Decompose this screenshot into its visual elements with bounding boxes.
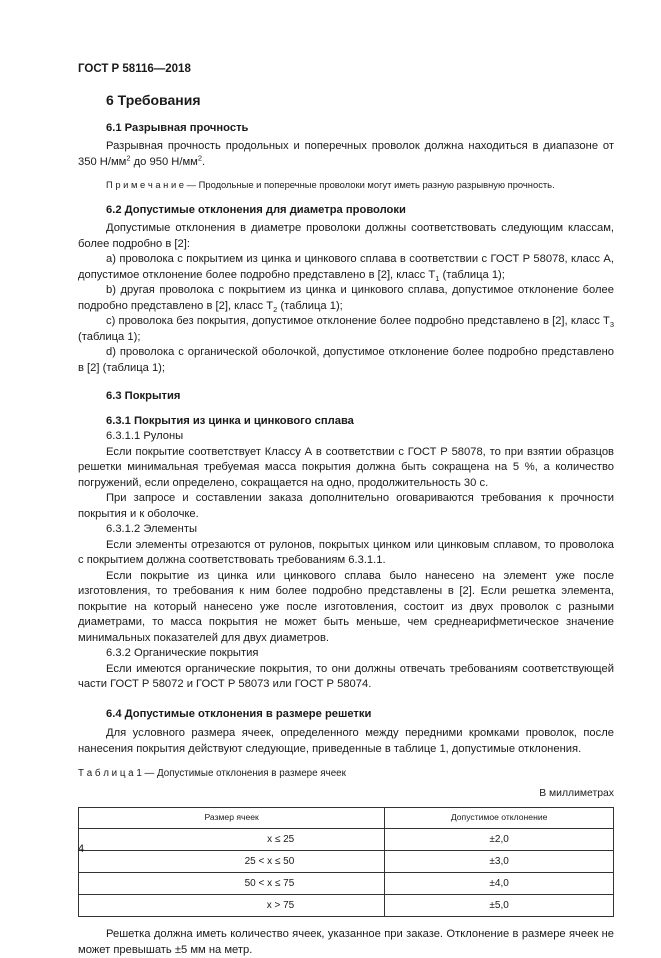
section-6-3-1-title: 6.3.1 Покрытия из цинка и цинкового сплава [106,414,354,427]
table-units: В миллиметрах [539,787,614,799]
section-6-4-p1: Для условного размера ячеек, определенного между передними кромками проволок, после нанесения покрытия действуют следующие, приведенные в таблице 1, допустимые отклонения. [78,727,614,755]
list-item-d: d) проволока с органической оболочкой, допустимое отклонение более подробно представлено в [2] (таблица 1); [78,346,614,374]
table-row [79,829,614,851]
table-cell-mesh-size: x ≤ 25 [79,829,385,851]
table-row [79,895,614,917]
section-6-1-title: 6.1 Разрывная прочность [106,121,249,134]
list-item-a: a) проволока с покрытием из цинка и цинкового сплава в соответствии с ГОСТ Р 58078, класс А, допустимое отклонение более подробно представлено в [2], класс $Т_1$ (таблица 1); [78,253,614,283]
table-label: Т а б л и ц а [78,768,134,779]
column-header-mesh-size: Размер ячеек [79,808,385,829]
note-text: — Продольные и поперечные проволоки могут иметь разную разрывную прочность. [184,179,555,190]
section-6-3-1-2-p2: Если покрытие из цинка или цинкового сплава было нанесено на элемент уже после изготовления, то требования к ним более подробно представлены в [2]. Если решетка элемента, покрытие на который нанесено уже после изготовления, состоит из двух проволок с разными диаметрами, то масса покрытия не может быть меньше, чем среднеарифметическое значение минимальных показателей для двух диаметров. [78,569,614,644]
section-6-3-1-1-p2: При запросе и составлении заказа дополнительно оговариваются требования к прочности покрытия и к оболочке. [78,492,614,520]
section-6-3-1-1-p1: Если покрытие соответствует Классу А в соответствии с ГОСТ Р 58078, то при взятии образцов решетки минимальная требуемая масса покрытия должна быть сокращена на 5 %, а количество погружений, если определено, сокращается на одно, продолжительность 30 с. [78,445,614,489]
page-content [78,88,614,958]
section-6-1-text: Разрывная прочность продольных и поперечных проволок должна находиться в диапазоне от 350 $Н/мм^2$ до 950 $Н/мм^2$. [78,140,614,168]
section-6-3-1-2-p1: Если элементы отрезаются от рулонов, покрытых цинком или цинковым сплавом, то проволока с покрытием должна соответствовать требованиям 6.3.1.1. [78,538,614,566]
table-cell-mesh-size: x > 75 [79,895,385,917]
table-row [79,851,614,873]
section-6-3-1-2-title: 6.3.1.2 Элементы [106,523,197,535]
table-cell-tolerance: ±2,0 [385,829,614,851]
list-item-b: b) другая проволока с покрытием из цинка и цинкового сплава, допустимое отклонение более подробно представлено в [2], класс $Т_2$ (таблица 1); [78,284,614,314]
table-caption: Т а б л и ц а 1 — Допустимые отклонения в размере ячеек [78,768,346,779]
note [78,177,614,193]
table-cell-mesh-size: 25 < x ≤ 50 [79,851,385,873]
section-6-3-2-p1: Если имеются органические покрытия, то они должны отвечать требованиям соответствующей части ГОСТ Р 58072 и ГОСТ Р 58073 или ГОСТ Р 58074. [78,662,614,690]
section-6-2-title: 6.2 Допустимые отклонения для диаметра проволоки [106,203,406,216]
table-cell-mesh-size: 50 < x ≤ 75 [79,873,385,895]
section-6-3-1-1-title: 6.3.1.1 Рулоны [106,430,184,442]
tolerance-table [78,807,614,917]
page-number: 4 [78,843,85,855]
document-header: ГОСТ Р 58116—2018 [78,63,191,75]
section-6-2-intro: Допустимые отклонения в диаметре проволоки должны соответствовать следующим классам, более подробно в [2]: [78,222,614,250]
list-item-c: c) проволока без покрытия, допустимое отклонение более подробно представлено в [2], класс $Т_3$ (таблица 1); [78,315,614,343]
section-6-3-title: 6.3 Покрытия [106,390,181,402]
table-cell-tolerance: ±4,0 [385,873,614,895]
section-6-4-title: 6.4 Допустимые отклонения в размере решетки [106,707,372,720]
table-cell-tolerance: ±3,0 [385,851,614,873]
section-6-title: 6 Требования [106,92,201,108]
section-6-3-2-title: 6.3.2 Органические покрытия [106,647,259,659]
section-6-4-p2: Решетка должна иметь количество ячеек, указанное при заказе. Отклонение в размере ячеек не может превышать ±5 мм на метр. [78,928,614,956]
table-row [79,873,614,895]
note-label: П р и м е ч а н и е [106,179,185,190]
table-header-row [79,808,614,829]
table-cell-tolerance: ±5,0 [385,895,614,917]
column-header-tolerance: Допустимое отклонение [385,808,614,829]
